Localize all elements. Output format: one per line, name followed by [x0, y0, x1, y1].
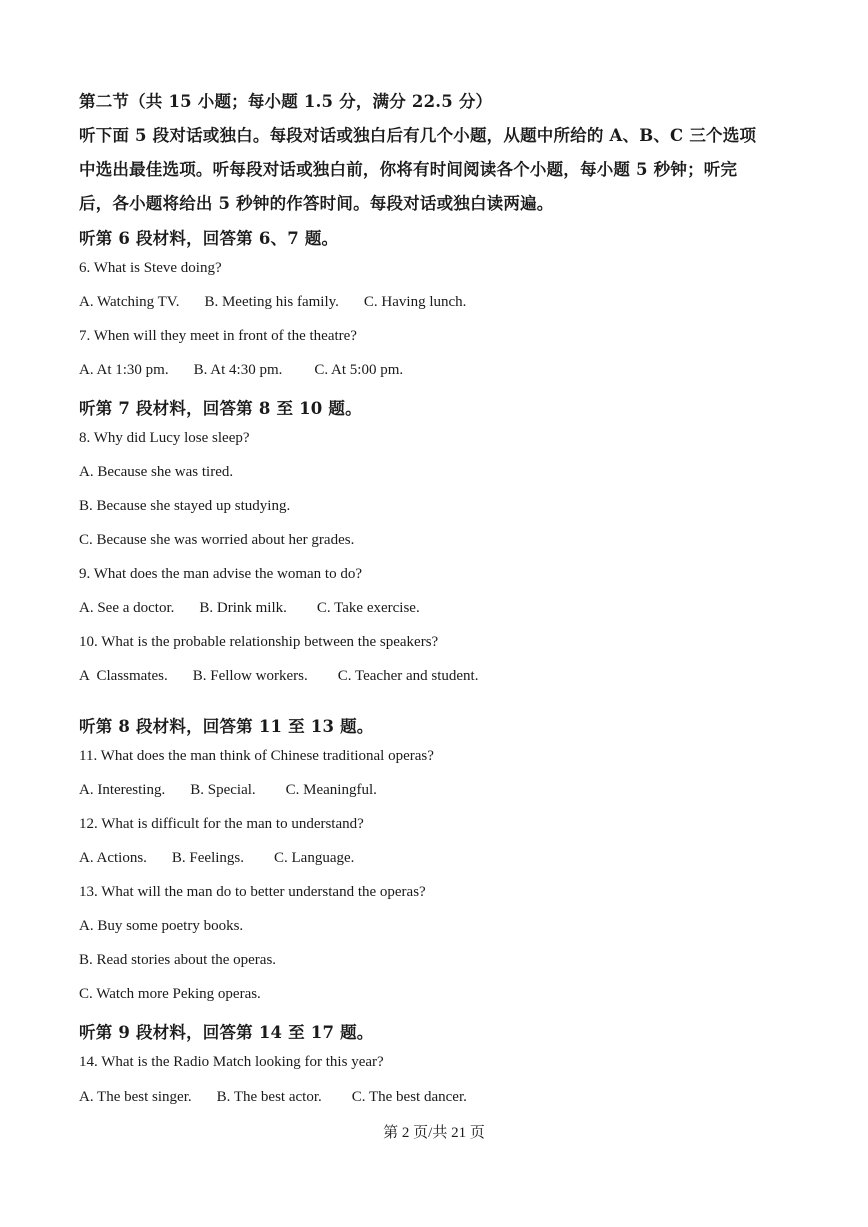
group-heading-9: 听第 9 段材料，回答第 14 至 17 题。: [79, 1023, 374, 1042]
question-13-option-c: C. Watch more Peking operas.: [79, 986, 261, 1002]
question-10-option-b: B. Fellow workers.: [192, 668, 308, 684]
question-14-options: [79, 1089, 467, 1106]
question-9-option-c: C. Take exercise.: [316, 600, 420, 616]
question-7-options: [79, 362, 403, 379]
question-14-option-c: C. The best dancer.: [351, 1089, 467, 1105]
question-13-stem: 13. What will the man do to better understand the operas?: [79, 884, 426, 900]
question-9-option-b: B. Drink milk.: [199, 600, 287, 616]
question-10-option-c: C. Teacher and student.: [337, 668, 479, 684]
question-7-option-a: A. At 1:30 pm.: [79, 362, 169, 378]
question-6-option-a: A. Watching TV.: [79, 294, 180, 310]
question-10-option-a: A Classmates.: [79, 668, 168, 684]
question-12-option-b: B. Feelings.: [171, 850, 245, 866]
question-13-option-a: A. Buy some poetry books.: [79, 918, 244, 934]
question-8-option-a: A. Because she was tired.: [79, 464, 234, 480]
section-title: 第二节（共 15 小题；每小题 1.5 分，满分 22.5 分）: [79, 92, 493, 111]
instructions-line-2: 中选出最佳选项。听每段对话或独白前，你将有时间阅读各个小题，每小题 5 秒钟；听完: [79, 160, 738, 179]
question-14-stem: 14. What is the Radio Match looking for this year?: [79, 1054, 384, 1070]
question-6-options: [79, 294, 466, 311]
question-13-option-b: B. Read stories about the operas.: [79, 952, 277, 968]
question-7-option-b: B. At 4:30 pm.: [193, 362, 283, 378]
question-6-option-b: B. Meeting his family.: [204, 294, 339, 310]
question-8-option-c: C. Because she was worried about her grades.: [79, 532, 355, 548]
question-11-option-c: C. Meaningful.: [285, 782, 377, 798]
question-9-option-a: A. See a doctor.: [79, 600, 175, 616]
page-footer: 第 2 页/共 21 页: [383, 1125, 485, 1141]
question-10-stem: 10. What is the probable relationship between the speakers?: [79, 634, 439, 650]
question-12-stem: 12. What is difficult for the man to understand?: [79, 816, 364, 832]
group-heading-7: 听第 7 段材料，回答第 8 至 10 题。: [79, 399, 362, 418]
question-7-option-c: C. At 5:00 pm.: [314, 362, 404, 378]
question-12-options: [79, 850, 354, 867]
question-6-stem: 6. What is Steve doing?: [79, 260, 222, 276]
question-11-option-a: A. Interesting.: [79, 782, 166, 798]
question-11-option-b: B. Special.: [190, 782, 256, 798]
question-8-stem: 8. Why did Lucy lose sleep?: [79, 430, 250, 446]
question-12-option-c: C. Language.: [274, 850, 355, 866]
question-10-options: [79, 668, 478, 685]
instructions-line-1: 听下面 5 段对话或独白。每段对话或独白后有几个小题，从题中所给的 A、B、C 三个选项: [79, 126, 757, 145]
question-9-options: [79, 600, 420, 617]
question-8-option-b: B. Because she stayed up studying.: [79, 498, 291, 514]
group-heading-8: 听第 8 段材料，回答第 11 至 13 题。: [79, 717, 374, 736]
question-11-stem: 11. What does the man think of Chinese traditional operas?: [79, 748, 434, 764]
question-12-option-a: A. Actions.: [79, 850, 147, 866]
question-9-stem: 9. What does the man advise the woman to do?: [79, 566, 362, 582]
group-heading-6: 听第 6 段材料，回答第 6、7 题。: [79, 229, 339, 248]
question-11-options: [79, 782, 377, 799]
question-6-option-c: C. Having lunch.: [363, 294, 467, 310]
question-14-option-a: A. The best singer.: [79, 1089, 192, 1105]
question-14-option-b: B. The best actor.: [216, 1089, 322, 1105]
instructions-line-3: 后，各小题将给出 5 秒钟的作答时间。每段对话或独白读两遍。: [79, 194, 554, 213]
question-7-stem: 7. When will they meet in front of the theatre?: [79, 328, 357, 344]
